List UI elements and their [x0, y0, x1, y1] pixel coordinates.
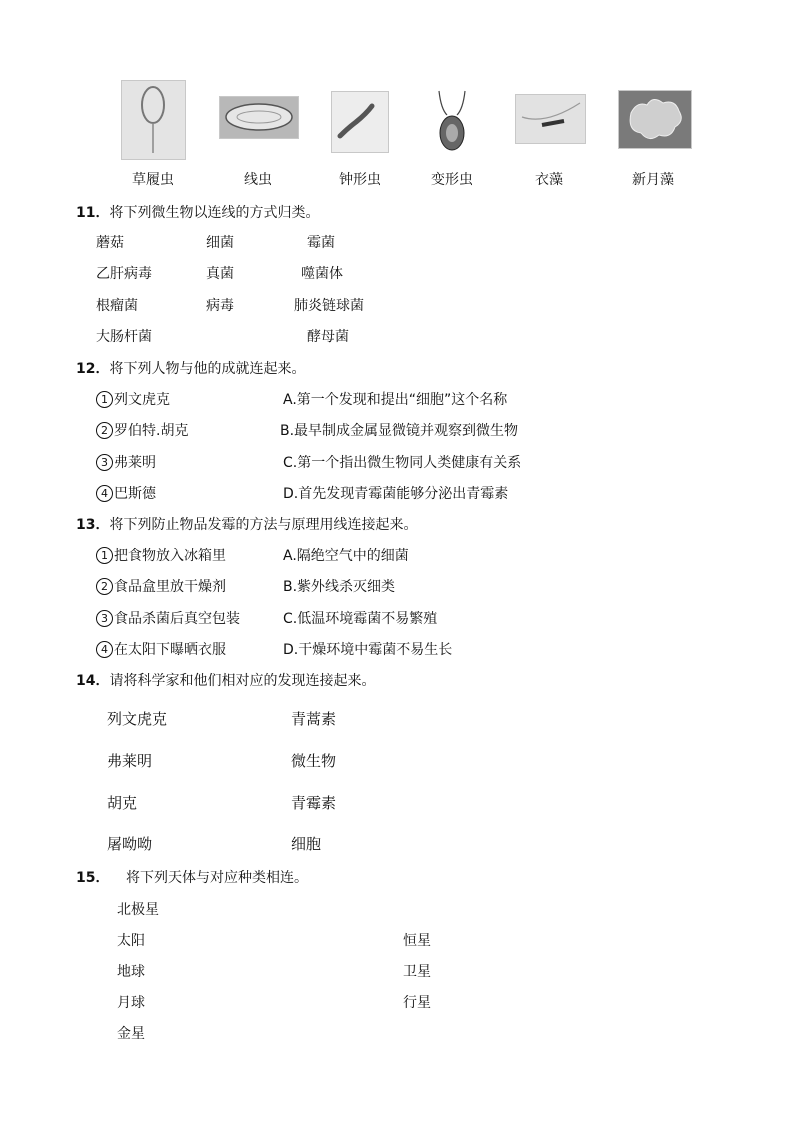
- circled-number: 4: [96, 641, 113, 658]
- circled-number: 4: [96, 485, 113, 502]
- q14-discovery: 青蒿素: [291, 710, 337, 728]
- q13-principle: B.紫外线杀灭细类: [283, 579, 396, 595]
- circled-number: 3: [96, 610, 113, 627]
- q14-scientist: 屠呦呦: [107, 835, 153, 853]
- q14-scientist: 弗莱明: [107, 752, 153, 770]
- q15-type: 恒星: [403, 933, 431, 949]
- q11-item: 噬菌体: [301, 266, 343, 282]
- q11-item: 霉菌: [307, 235, 335, 251]
- q13-principle: D.干燥环境中霉菌不易生长: [283, 642, 453, 658]
- q11-category: 真菌: [206, 266, 234, 282]
- circled-number: 1: [96, 547, 113, 564]
- q11-item: 乙肝病毒: [96, 266, 152, 282]
- closterium-photo: [618, 90, 692, 149]
- q11-item: 蘑菇: [96, 235, 124, 251]
- question-text: 请将科学家和他们相对应的发现连接起来。: [109, 673, 376, 689]
- q14-discovery: 细胞: [291, 835, 322, 853]
- organism-caption-4: 变形虫: [431, 172, 473, 188]
- q13-method: 3 食品杀菌后真空包装: [96, 608, 240, 628]
- q12-person: 4 巴斯德: [96, 483, 156, 503]
- organism-caption-3: 钟形虫: [339, 172, 381, 188]
- circled-number: 2: [96, 422, 113, 439]
- q11-item: 根瘤菌: [96, 298, 138, 314]
- q15-body: 太阳: [117, 933, 145, 949]
- question-text: 将下列微生物以连线的方式归类。: [109, 205, 320, 221]
- question-number: 13．: [76, 517, 110, 533]
- chlamydomonas-photo: [515, 94, 586, 144]
- question-11: [76, 202, 319, 222]
- question-15: [76, 867, 308, 887]
- q11-item: 肺炎链球菌: [294, 298, 364, 314]
- q15-body: 北极星: [117, 902, 159, 918]
- paramecium-photo: [121, 80, 186, 160]
- q14-discovery: 青霉素: [291, 794, 337, 812]
- organism-caption-1: 草履虫: [132, 172, 174, 188]
- question-number: 11．: [76, 205, 110, 221]
- question-number: 12．: [76, 361, 110, 377]
- q15-body: 金星: [117, 1026, 145, 1042]
- circled-number: 3: [96, 454, 113, 471]
- question-text: 将下列防止物品发霉的方法与原理用线连接起来。: [109, 517, 418, 533]
- q12-achievement: B.最早制成金属显微镜并观察到微生物: [280, 423, 519, 439]
- circled-number: 1: [96, 391, 113, 408]
- q11-category: 细菌: [206, 235, 234, 251]
- question-12: [76, 358, 305, 378]
- question-13: [76, 514, 417, 534]
- q14-scientist: 胡克: [107, 794, 138, 812]
- question-number: 14．: [76, 673, 110, 689]
- q12-person: 2 罗伯特.胡克: [96, 420, 188, 440]
- circled-number: 2: [96, 578, 113, 595]
- q14-discovery: 微生物: [291, 752, 337, 770]
- organism-caption-2: 线虫: [244, 172, 272, 188]
- q13-method: 2 食品盒里放干燥剂: [96, 576, 226, 596]
- q12-achievement: A.第一个发现和提出“细胞”这个名称: [283, 392, 508, 408]
- q12-achievement: D.首先发现青霉菌能够分泌出青霉素: [283, 486, 509, 502]
- q12-achievement: C.第一个指出微生物同人类健康有关系: [283, 455, 522, 471]
- q13-principle: C.低温环境霉菌不易繁殖: [283, 611, 438, 627]
- organism-caption-5: 衣藻: [535, 172, 563, 188]
- q12-person: 1 列文虎克: [96, 389, 170, 409]
- q11-item: 大肠杆菌: [96, 329, 152, 345]
- q14-scientist: 列文虎克: [107, 710, 168, 728]
- question-number: 15．: [76, 870, 110, 886]
- q15-type: 卫星: [403, 964, 431, 980]
- vorticella-photo: [331, 91, 389, 153]
- q13-principle: A.隔绝空气中的细菌: [283, 548, 409, 564]
- q15-type: 行星: [403, 995, 431, 1011]
- question-14: [76, 670, 375, 690]
- q11-item: 酵母菌: [307, 329, 349, 345]
- nematode-photo: [219, 96, 299, 139]
- q15-body: 月球: [117, 995, 145, 1011]
- question-text: 将下列人物与他的成就连起来。: [109, 361, 306, 377]
- q11-category: 病毒: [206, 298, 234, 314]
- q13-method: 4 在太阳下曝晒衣服: [96, 639, 226, 659]
- organism-caption-6: 新月藻: [632, 172, 674, 188]
- q15-body: 地球: [117, 964, 145, 980]
- amoeba-photo: [420, 84, 484, 156]
- question-text: 将下列天体与对应种类相连。: [126, 870, 308, 886]
- q12-person: 3 弗莱明: [96, 452, 156, 472]
- q13-method: 1 把食物放入冰箱里: [96, 545, 226, 565]
